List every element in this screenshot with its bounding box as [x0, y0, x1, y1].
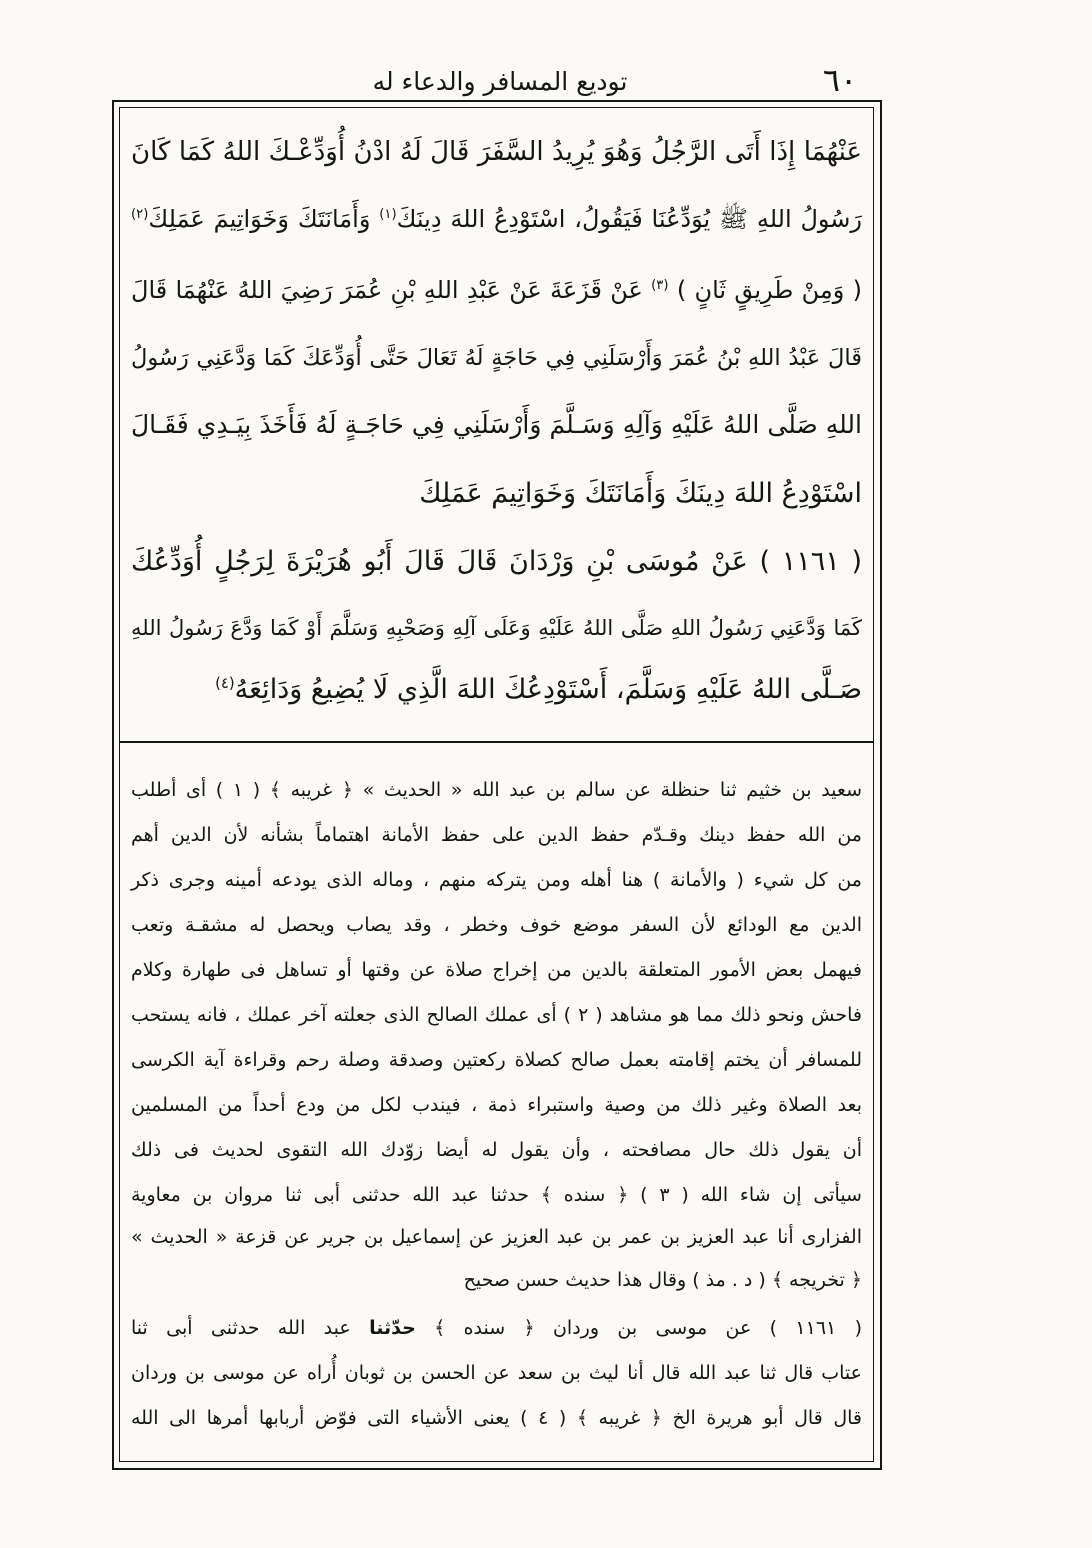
footnote-line-14: عتاب قال ثنا عبد الله قال أنا ليث بن سعد عن الحسن بن ثوبان أُراه عن موسى بن وردان: [131, 1362, 862, 1384]
footnote-emphasis: حدّثنا: [369, 1317, 416, 1339]
main-text-line-7: [131, 542, 862, 582]
footnote-marker: (١): [379, 206, 397, 222]
main-text-line-4: [131, 338, 862, 378]
footnote-text: ( ١١٦١ ) عن موسى بن وردان ﴿ سنده ﴾: [434, 1317, 862, 1339]
footnote-line-9: أن يقول ذلك حال مصافحته ، وأن يقول له أيضا زوّدك الله التقوى لحديث فى ذلك: [131, 1139, 862, 1161]
main-text-line-8: [131, 608, 862, 648]
footnote-line-11: الفزارى أنا عبد العزيز بن عمر بن عبد العزيز عن إسماعيل بن جرير عن قزعة « الحديث »: [131, 1226, 862, 1248]
footnote-marker: (٢): [131, 206, 149, 222]
footnote-line-10: سيأتى إن شاء الله ( ٣ ) ﴿ سنده ﴾ حدثنا عبد الله حدثنى أبى ثنا مروان بن معاوية: [131, 1184, 862, 1206]
footnote-line-3: من كل شيء ( والأمانة ) هنا أهله ومن يتركه منهم ، وماله الذى يودعه أمينه وجرى ذكر: [131, 869, 862, 891]
footnote-line-2: من الله حفظ دينك وقـدّم حفظ الدين على حفظ الأمانة اهتماماً بشأنه لأن الدين أهم: [131, 824, 862, 846]
main-text: عَنْهُمَا إِذَا أَتَى الرَّجُلُ وَهُوَ يُرِيدُ السَّفَرَ قَالَ لَهُ ادْنُ أُوَدِّعْـكَ اللهُ كَمَا كَانَ: [131, 137, 862, 167]
footnote-marker: (٣): [651, 277, 669, 293]
main-text: اسْتَوْدِعُ اللهَ دِينَكَ وَأَمَانَتَكَ وَخَوَاتِيمَ عَمَلِكَ: [419, 478, 862, 509]
main-text-line-3: [131, 270, 862, 310]
footnote-line-6: فاحش ونحو ذلك مما هو مشاهد ( ٢ ) أى عملك الصالح الذى جعلته آخر عملك ، فانه يستحب: [131, 1004, 863, 1026]
footnote-line-13: [131, 1313, 862, 1343]
footnote-separator: [120, 741, 873, 743]
footnote-line-8: بعد الصلاة وغير ذلك من وصية واستبراء ذمة ، فيندب لكل من ودع أحداً من المسلمين: [131, 1094, 862, 1116]
main-text-line-1: [131, 132, 862, 172]
footnote-line-5: فيهمل بعض الأمور المتعلقة بالدين من إخراج صلاة عن وقتها أو تساهل فى طهارة وكلام: [131, 959, 862, 981]
main-text-line-6: [131, 474, 862, 514]
main-text: اللهِ صَلَّى اللهُ عَلَيْهِ وَآلِهِ وَسَـلَّمَ وَأَرْسَلَنِي فِي حَاجَـةٍ لَهُ فَأَخَذَ بِيَـدِي فَقَـالَ: [131, 410, 862, 439]
main-text: صَـلَّى اللهُ عَلَيْهِ وَسَلَّمَ، أَسْتَوْدِعُكَ اللهَ الَّذِي لَا يُضِيعُ وَدَائِعَهُ: [234, 674, 862, 705]
main-text: ( وَمِنْ طَرِيقٍ ثَانٍ ): [676, 276, 862, 304]
hadith-number-text: ( ١١٦١ ) عَنْ مُوسَى بْنِ وَرْدَانَ قَالَ قَالَ أَبُو هُرَيْرَةَ لِرَجُلٍ أُوَدِّعُكَ: [131, 546, 862, 577]
main-text-line-5: [131, 405, 862, 445]
main-text: قَالَ عَبْدُ اللهِ بْنُ عُمَرَ وَأَرْسَلَنِي فِي حَاجَةٍ لَهُ تَعَالَ حَتَّى أُوَدِّعَكَ كَمَا وَدَّعَنِي رَسُولُ: [131, 345, 862, 371]
footnote-marker: (٤): [215, 673, 235, 692]
footnote-text: عبد الله حدثنى أبى ثنا: [131, 1317, 351, 1339]
main-text: عَنْ قَزَعَةَ عَنْ عَبْدِ اللهِ بْنِ عُمَرَ رَضِيَ اللهُ عَنْهُمَا قَالَ: [131, 276, 643, 304]
footnote-line-15: قال قال أبو هريرة الخ ﴿ غريبه ﴾ ( ٤ ) يعنى الأشياء التى فوّض أربابها أمرها الى الله: [131, 1407, 862, 1429]
running-title: توديع المسافر والدعاء له: [372, 67, 628, 96]
page-number: ٦٠: [822, 61, 858, 99]
main-text-line-9: [131, 670, 862, 710]
footnote-line-1: سعيد بن خثيم ثنا حنظلة عن سالم بن عبد الله « الحديث » ﴿ غريبه ﴾ ( ١ ) أى أطلب: [131, 779, 863, 801]
main-text: رَسُولُ اللهِ ﷺ يُوَدِّعُنَا فَيَقُولُ، اسْتَوْدِعُ اللهَ دِينَكَ: [396, 205, 862, 233]
footnote-line-12: ﴿ تخريجه ﴾ ( د . مذ ) وقال هذا حديث حسن صحيح: [463, 1269, 862, 1291]
footnote-line-4: الدين مع الودائع لأن السفر موضع خوف وخطر ، وقد يصاب ويحصل له مشقـة وتعب: [131, 914, 862, 936]
footnote-line-7: للمسافر أن يختم إقامته بعمل صالح كصلاة ركعتين وصدقة وصلة رحم وقراءة آية الكرسى: [131, 1049, 862, 1071]
main-text: وَأَمَانَتَكَ وَخَوَاتِيمَ عَمَلِكَ: [148, 205, 371, 233]
main-text-line-2: [131, 199, 862, 239]
main-text: كَمَا وَدَّعَنِي رَسُولُ اللهِ صَلَّى اللهُ عَلَيْهِ وَعَلَى آلِهِ وَصَحْبِهِ وَسَلَّمَ أَوْ كَمَا وَدَّعَ رَسُولُ اللهِ: [131, 616, 862, 640]
